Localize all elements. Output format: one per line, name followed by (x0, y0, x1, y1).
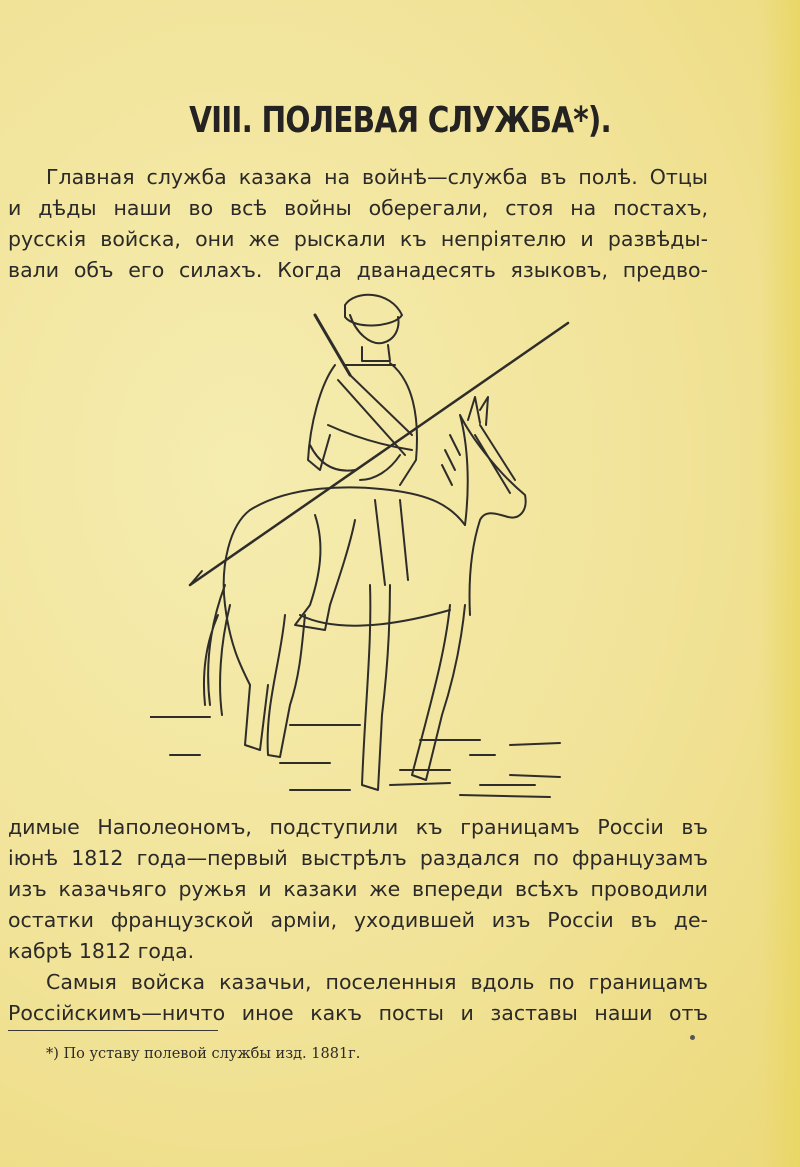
text-line: Самыя войска казачьи, поселенныя вдоль по границамъ (46, 970, 708, 994)
text-line: іюнѣ 1812 года—первый выстрѣлъ раздался по французамъ (8, 846, 708, 870)
text-line: кабрѣ 1812 года. (8, 939, 195, 963)
text-line: Россійскимъ—ничто иное какъ посты и заставы наши отъ (8, 1001, 708, 1025)
paragraph-intro-continued (8, 812, 708, 967)
text-line: изъ казачьяго ружья и казаки же впереди всѣхъ проводили (8, 877, 708, 901)
text-line: и дѣды наши во всѣ войны оберегали, стоя на постахъ, (8, 196, 708, 220)
page-edge-shading (760, 0, 800, 1167)
text-line: Главная служба казака на войнѣ—служба въ полѣ. Отцы (46, 165, 708, 189)
footnote: *) По уставу полевой службы изд. 1881г. (46, 1046, 361, 1062)
cossack-rider-illustration (150, 285, 570, 810)
footnote-divider (8, 1030, 218, 1031)
paragraph-intro (8, 162, 708, 286)
chapter-title: VIII. ПОЛЕВАЯ СЛУЖБА*). (189, 100, 611, 141)
paragraph-second (8, 967, 708, 1029)
text-line: димые Наполеономъ, подступили къ границамъ Россіи въ (8, 815, 708, 839)
text-line: остатки французской арміи, уходившей изъ Россіи въ де- (8, 908, 708, 932)
text-line: вали объ его силахъ. Когда дванадесять языковъ, предво- (8, 258, 708, 282)
ink-dot (690, 1035, 695, 1040)
text-line: русскія войска, они же рыскали къ непріятелю и развѣды- (8, 227, 708, 251)
